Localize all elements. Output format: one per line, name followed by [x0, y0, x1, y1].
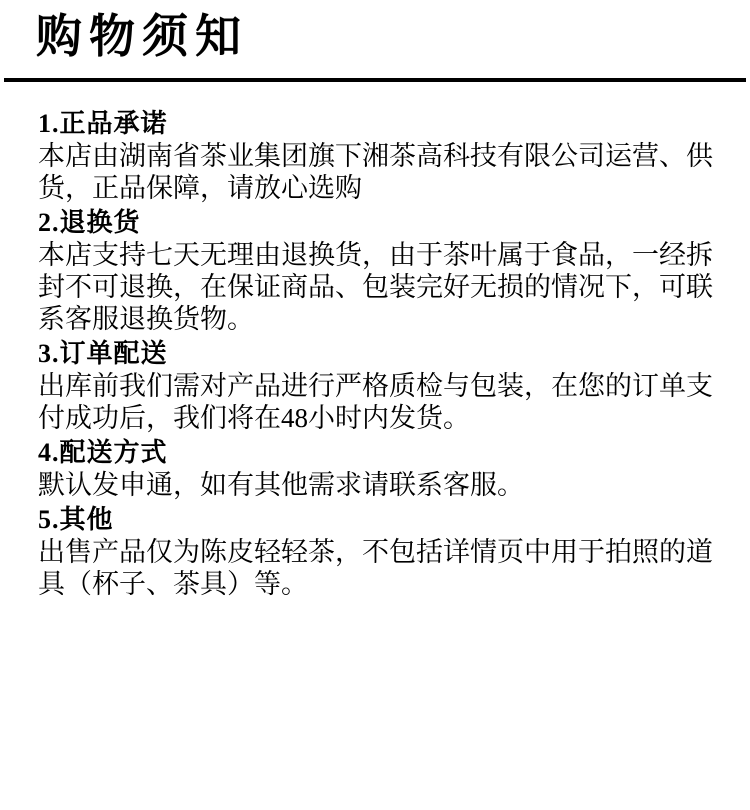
section-heading-authenticity: 1.正品承诺 [38, 109, 168, 138]
section-body-other: 出售产品仅为陈皮轻轻茶，不包括详情页中用于拍照的道具（杯子、茶具）等。 [38, 537, 713, 599]
section-heading-shipping-method: 4.配送方式 [38, 438, 168, 467]
section-returns [38, 207, 714, 335]
section-shipping-method [38, 437, 714, 501]
notice-content [0, 82, 750, 600]
section-body-returns: 本店支持七天无理由退换货，由于茶叶属于食品，一经拆封不可退换，在保证商品、包装完好无损的情况下，可联系客服退换货物。 [38, 240, 713, 334]
section-heading-returns: 2.退换货 [38, 208, 141, 237]
section-authenticity [38, 108, 714, 204]
section-heading-order-delivery: 3.订单配送 [38, 339, 168, 368]
section-body-authenticity: 本店由湖南省茶业集团旗下湘茶高科技有限公司运营、供货，正品保障，请放心选购 [38, 141, 713, 203]
section-body-shipping-method: 默认发申通，如有其他需求请联系客服。 [38, 470, 524, 500]
section-order-delivery [38, 338, 714, 434]
section-body-order-delivery: 出库前我们需对产品进行严格质检与包装，在您的订单支付成功后，我们将在48小时内发货。 [38, 371, 713, 433]
page-title: 购物须知 [36, 10, 248, 62]
section-other [38, 504, 714, 600]
section-heading-other: 5.其他 [38, 505, 114, 534]
